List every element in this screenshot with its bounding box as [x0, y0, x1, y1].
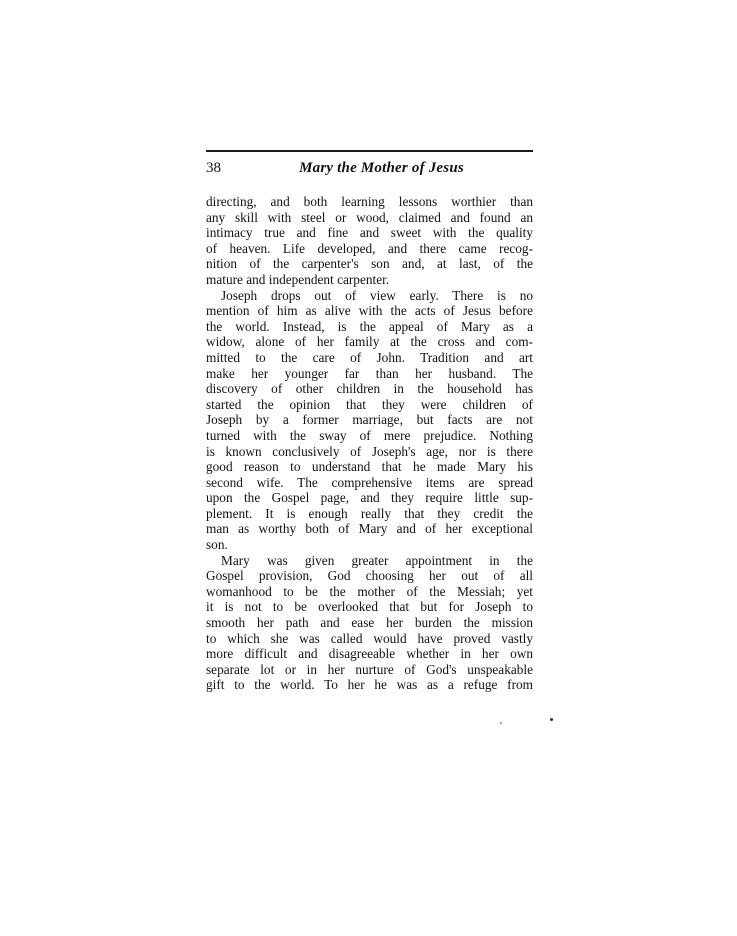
- text-line: Joseph drops out of view early. There is no: [221, 287, 533, 303]
- text-line: smooth her path and ease her burden the mission: [206, 615, 533, 631]
- text-line: of heaven. Life developed, and there came recog-: [206, 240, 533, 256]
- body-text: [206, 194, 533, 693]
- text-line: discovery of other children in the household has: [206, 381, 533, 397]
- text-line: intimacy true and fine and sweet with the quality: [206, 225, 533, 241]
- text-line: mention of him as alive with the acts of Jesus before: [206, 303, 533, 319]
- header-rule: [206, 150, 533, 152]
- text-line: is known conclusively of Joseph's age, nor is there: [206, 443, 533, 459]
- text-line: good reason to understand that he made Mary his: [206, 459, 533, 475]
- text-line: started the opinion that they were children of: [206, 396, 533, 412]
- text-line: to which she was called would have proved vastly: [206, 630, 533, 646]
- running-header: [206, 157, 533, 181]
- scan-speck: [500, 722, 502, 724]
- text-line: turned with the sway of mere prejudice. Nothing: [206, 427, 533, 443]
- text-line: son.: [206, 537, 228, 553]
- text-line: mitted to the care of John. Tradition and art: [206, 349, 533, 365]
- text-line: make her younger far than her husband. The: [206, 365, 533, 381]
- text-line: mature and independent carpenter.: [206, 271, 390, 287]
- running-title: Mary the Mother of Jesus: [299, 160, 464, 176]
- text-line: upon the Gospel page, and they require little sup-: [206, 490, 533, 506]
- text-line: man as worthy both of Mary and of her exceptional: [206, 521, 533, 537]
- page-number: 38: [206, 160, 221, 176]
- text-line: any skill with steel or wood, claimed and found an: [206, 209, 533, 225]
- text-line: plement. It is enough really that they credit the: [206, 505, 533, 521]
- text-line: the world. Instead, is the appeal of Mary as a: [206, 318, 533, 334]
- text-line: Mary was given greater appointment in the: [221, 552, 533, 568]
- text-line: Gospel provision, God choosing her out of all: [206, 568, 533, 584]
- text-line: separate lot or in her nurture of God's unspeakable: [206, 661, 533, 677]
- text-line: widow, alone of her family at the cross and com-: [206, 334, 533, 350]
- text-line: it is not to be overlooked that but for Joseph to: [206, 599, 533, 615]
- text-line: gift to the world. To her he was as a refuge from: [206, 677, 533, 693]
- text-line: womanhood to be the mother of the Messiah; yet: [206, 583, 533, 599]
- text-line: second wife. The comprehensive items are spread: [206, 474, 533, 490]
- text-line: directing, and both learning lessons worthier than: [206, 194, 533, 209]
- text-line: Joseph by a former marriage, but facts are not: [206, 412, 533, 428]
- text-line: more difficult and disagreeable whether in her own: [206, 646, 533, 662]
- text-line: nition of the carpenter's son and, at last, of the: [206, 256, 533, 272]
- scan-speck: [550, 718, 553, 721]
